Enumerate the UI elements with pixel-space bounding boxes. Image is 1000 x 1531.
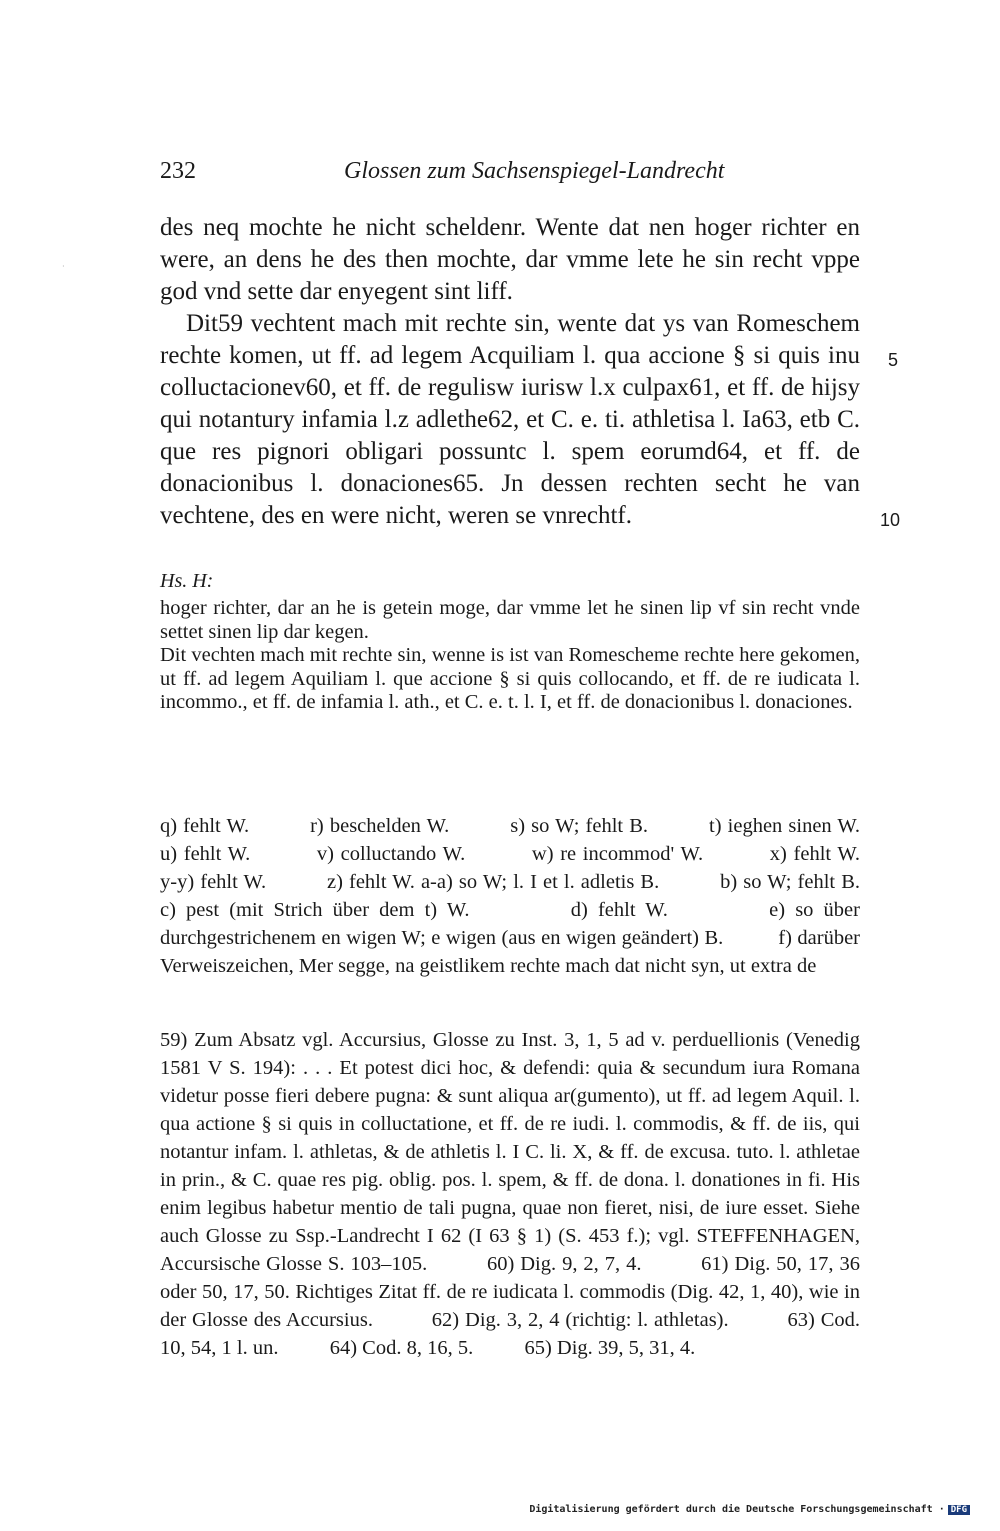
main-text <box>160 212 860 532</box>
hs-h-text <box>160 597 860 715</box>
variant-apparatus <box>160 812 912 980</box>
page-number: 232 <box>160 158 196 184</box>
main-paragraph-2: Dit59 vechtent mach mit rechte sin, wente dat ys van Romeschem rechte komen, ut ff. ad legem Acquiliam l. qua accione § si quis inu colluctacionev60, et ff. de regulisw iurisw l.x culpax61, et ff. de hijsy qui notantury infamia l.z adlethe62, et C. e. ti. athletisa l. Ia63, etb C. que res pignori obligari possuntc l. spem eorumd64, et ff. de donacionibus l. donaciones65. Jn dessen rechten secht he van vechtene, des en were nicht, weren se vnrechtf. <box>160 310 860 529</box>
dfg-logo: DFG <box>948 1505 970 1515</box>
scan-speck: · <box>62 262 65 271</box>
hs-h-paragraph-2: Dit vechten mach mit rechte sin, wenne is ist van Romescheme rechte here gekomen, ut ff. ad legem Aquiliam l. que accione § si quis collocando, et ff. de re iudicata l. incommo., et ff. de infamia l. ath., et C. e. t. l. I, et ff. de donacionibus l. donaciones. <box>160 644 860 713</box>
hs-h-heading: Hs. H: <box>160 570 214 592</box>
line-number-10: 10 <box>880 510 901 530</box>
hs-h-paragraph-1: hoger richter, dar an he is getein moge, dar vmme let he sinen lip vf sin recht vnde settet sinen lip dar kegen. <box>160 597 860 643</box>
footnote-text: 59) Zum Absatz vgl. Accursius, Glosse zu Inst. 3, 1, 5 ad v. perduellionis (Venedig 1581 V S. 194): . . . Et potest dici hoc, & defendi: quia & secundum iura Romana videtur posse fieri debere pugna: & sunt aliqua ar(gumento), ut ff. ad legem Aquil. l. qua actione § si quis in colluctatione, et ff. de re iudi. l. commodis, & ff. de iis, qui notantur infam. l. athletas, & de athletis l. I C. li. X, & ff. de excusa. tuto. l. athletae in prin., & C. quae res pig. oblig. pos. l. spem, & ff. de dona. l. donationes in fi. His enim legibus habetur mentio de tali pugna, quae non fieret, nisi, de iure esset. Siehe auch Glosse zu Ssp.-Landrecht I 62 (I 63 § 1) (S. 453 f.); vgl. STEFFENHAGEN, Accursische Glosse S. 103–105. 60) Dig. 9, 2, 7, 4. 61) Dig. 50, 17, 36 oder 50, 17, 50. Richtiges Zitat ff. de re iudicata l. commodis (Dig. 42, 1, 40), wie in der Glosse des Accursius. 62) Dig. 3, 2, 4 (richtig: l. athletas). 63) Cod. 10, 54, 1 l. un. 64) Cod. 8, 16, 5. 65) Dig. 39, 5, 31, 4. <box>160 1029 866 1359</box>
digitization-footer <box>529 1504 970 1515</box>
running-title: Glossen zum Sachsenspiegel-Landrecht <box>344 158 725 184</box>
variant-text: q) fehlt W. r) beschelden W. s) so W; fehlt B. t) ieghen sinen W. u) fehlt W. v) colluctando W. w) re incommod' W. x) fehlt W. y-y) fehlt W. z) fehlt W. a-a) so W; l. I et l. adletis B. b) so W; fehlt B. c) pest (mit Strich über dem t) W. d) fehlt W. e) so über durchgestrichenem en wigen W; e wigen (aus en wigen geändert) B. f) darüber Verweiszeichen, Mer segge, na geistlikem rechte mach dat nicht syn, ut extra de <box>160 815 912 977</box>
footer-text: Digitalisierung gefördert durch die Deutsche Forschungsgemeinschaft · <box>529 1504 945 1515</box>
main-paragraph-1: des neq mochte he nicht scheldenr. Wente dat nen hoger richter en were, an dens he des then mochte, dar vmme lete he sin recht vppe god vnd sette dar enyegent sint liff. <box>160 214 860 305</box>
line-number-5: 5 <box>888 350 899 370</box>
footnotes <box>160 1026 866 1362</box>
